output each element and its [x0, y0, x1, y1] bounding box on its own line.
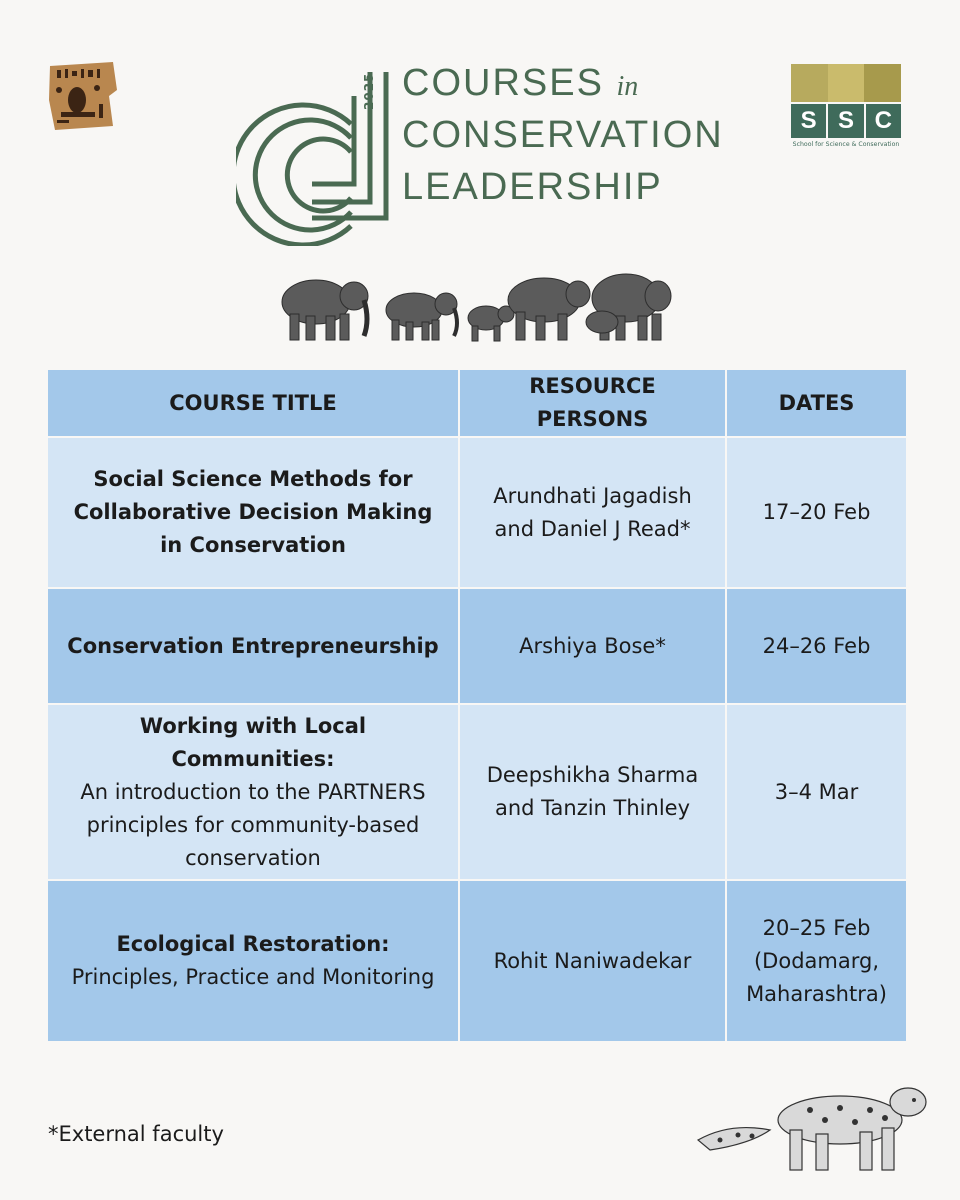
dates-value: 17–20 Feb — [762, 500, 871, 524]
header-dates: DATES — [726, 369, 907, 437]
logo-line-1 — [402, 64, 724, 116]
ssc-logo — [791, 64, 901, 148]
logo-courses: COURSES — [402, 62, 604, 104]
course-title-cell — [47, 704, 459, 880]
logo-wordmark — [402, 64, 724, 220]
dates-value: 20–25 Feb — [762, 915, 871, 940]
logo-line-3: LEADERSHIP — [402, 166, 663, 208]
snow-leopard-icon — [690, 1070, 940, 1180]
table-header-row — [47, 369, 907, 437]
table-row — [47, 704, 907, 880]
course-title-bold: Ecological Restoration: — [116, 932, 390, 956]
dates-value: 24–26 Feb — [762, 633, 871, 658]
resource-persons-cell: Arshiya Bose* — [459, 588, 726, 704]
table-row — [47, 880, 907, 1042]
course-title-bold: Working with Local Communities: — [139, 713, 367, 771]
resource-persons-cell: Rohit Naniwadekar — [459, 880, 726, 1042]
ssc-pattern — [791, 64, 901, 102]
ssc-letter-s1: S — [791, 104, 826, 138]
ssc-letters — [791, 104, 901, 138]
dates-cell — [726, 437, 907, 588]
dates-location-note: (Dodamarg, Maharashtra) — [746, 948, 887, 1006]
footnote: *External faculty — [48, 1122, 224, 1146]
resource-persons-cell: Arundhati Jagadish and Daniel J Read* — [459, 437, 726, 588]
courses-table — [46, 368, 908, 1043]
logo-line-2: CONSERVATION — [402, 114, 724, 156]
logo-in: in — [616, 71, 639, 102]
logo-year: 2025 — [362, 72, 376, 110]
dates-value: 3–4 Mar — [774, 779, 859, 804]
header-resource-persons: RESOURCE PERSONS — [459, 369, 726, 437]
elephant-herd-icon — [266, 270, 676, 348]
course-title-cell — [47, 880, 459, 1042]
dates-cell — [726, 704, 907, 880]
course-title-bold: Conservation Entrepreneurship — [67, 633, 439, 658]
dates-cell — [726, 880, 907, 1042]
course-title-rest: Principles, Practice and Monitoring — [71, 965, 435, 989]
ssc-letter-c: C — [866, 104, 901, 138]
course-title-cell — [47, 588, 459, 704]
table-row — [47, 588, 907, 704]
seal-emblem-icon — [47, 60, 119, 132]
ssc-caption: School for Science & Conservation — [792, 141, 900, 148]
table-row — [47, 437, 907, 588]
course-title-rest: An introduction to the PARTNERS principles for community-based conservation — [80, 779, 426, 870]
ccl-logo-mark-icon — [236, 66, 406, 246]
ssc-letter-s2: S — [828, 104, 863, 138]
course-title-cell — [47, 437, 459, 588]
header-course-title: COURSE TITLE — [47, 369, 459, 437]
course-title-bold: Social Science Methods for Collaborative Decision Making in Conservation — [73, 467, 433, 557]
dates-cell — [726, 588, 907, 704]
resource-persons-cell: Deepshikha Sharma and Tanzin Thinley — [459, 704, 726, 880]
